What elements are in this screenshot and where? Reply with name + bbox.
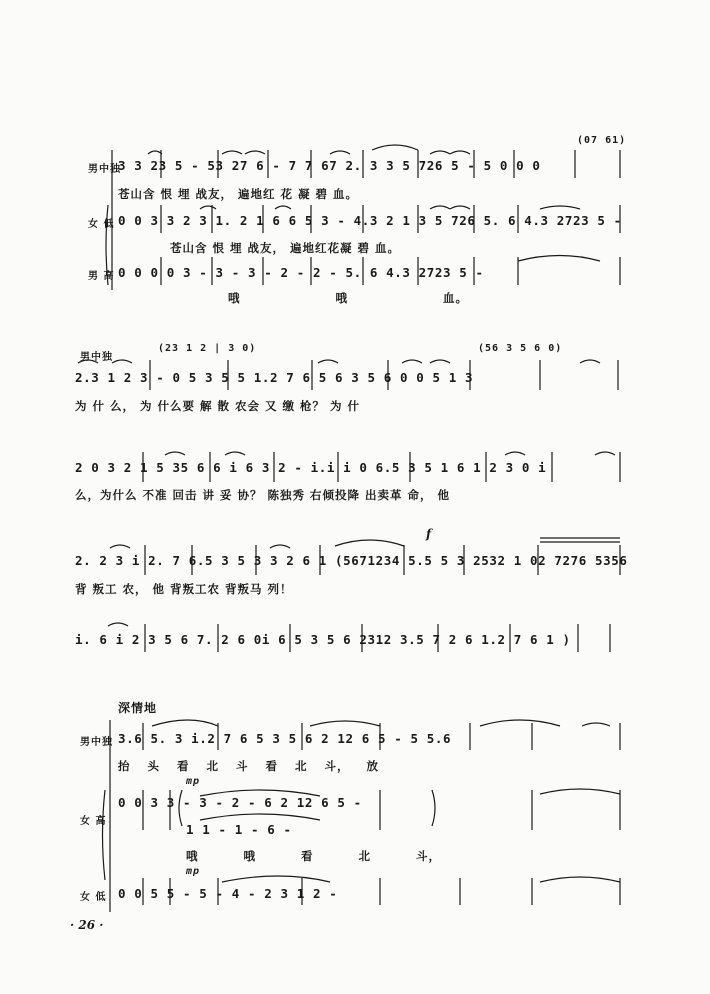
barlines-system-6 [143, 723, 620, 905]
lyric-row-male-high: 哦 哦 血。 [228, 291, 469, 305]
part-label-female-low: 女 低 [88, 219, 115, 230]
chord-brace-close [432, 790, 435, 826]
chord-brace [179, 790, 182, 826]
barlines-system-3 [143, 452, 620, 482]
notes-row-female-low-2: 0 0 5 5 - 5 - 4 - 2 3 1 2 - [118, 886, 338, 901]
lyric-line-4: 背 叛工 农， 他 背叛工农 背叛马 列！ [75, 582, 293, 596]
part-label-male-solo: 男中独 [88, 164, 121, 175]
notes-row-female-low: 0 0 3 3 2 3 1. 2 1 6 6 5 3 - 4.3 2 1 3 5 726 5. 6 4.3 2723 5 - [118, 213, 622, 228]
top-parenthetical-notes: (07 61) [577, 135, 627, 146]
choir-brace-6 [103, 790, 106, 880]
dynamic-mp-soprano: mp [186, 776, 201, 787]
lyric-row-male-solo-3: 抬 头 看 北 斗 看 北 斗， 放 [118, 759, 380, 773]
notes-line-3: 2 0 3 2 1 5 35 6 6 i 6 3 2 - i.i i 0 6.5 3 5 1 6 1 2 3 0 i [75, 460, 547, 475]
page-number: · 26 · [70, 918, 104, 932]
parenthetical-notes-b: (56 3 5 6 0) [478, 343, 563, 354]
choir-brace-1 [106, 205, 108, 285]
part-label-male-high: 男 高 [88, 271, 115, 282]
barlines-system-1 [161, 150, 620, 285]
lyric-row-male-solo: 苍山含 恨 埋 战友， 遍地红 花 凝 碧 血。 [118, 187, 359, 201]
barlines-system-5 [145, 624, 610, 652]
notes-line-5: i. 6 i 2 3 5 6 7. 2 6 0i 6 5 3 5 6 2312 3.5 7 2 6 1.2 7 6 1 ) [75, 632, 571, 647]
barlines-system-2 [150, 360, 618, 390]
notes-line-2: 2.3 1 2 3 - 0 5 3 5 5 1.2 7 6 5 6 3 5 6 0 0 5 1 3 [75, 370, 474, 385]
lyric-line-2: 为 什 么， 为 什么要 解 散 农会 又 缴 枪？ 为 什 [75, 399, 361, 413]
part-label-female-high: 女 高 [80, 816, 107, 827]
part-label-male-solo-3: 男中独 [80, 737, 113, 748]
notes-row-female-high-top: 0 0 3 3 - 3 - 2 - 6 2 12 6 5 - [118, 795, 362, 810]
notes-row-male-high: 0 0 0 0 3 - 3 - 3 - 2 - 2 - 5. 6 4.3 2723 5 - [118, 265, 484, 280]
dynamic-mp-alto: mp [186, 866, 201, 877]
part-label-male-solo-2: 男中独 [80, 352, 113, 363]
dynamic-forte: f [426, 527, 433, 541]
barlines-system-4 [145, 545, 620, 575]
lyric-line-3: 么，为什么 不准 回击 讲 妥 协？ 陈独秀 右倾投降 出卖革 命， 他 [75, 488, 451, 502]
notes-row-male-solo: 3 3 23 5 - 53 27 6 - 7 7 67 2. 3 3 5 726 5 - 5 0 0 0 [118, 158, 541, 173]
notes-row-female-high-bottom: 1 1 - 1 - 6 - [186, 822, 292, 837]
lyric-row-female-low: 苍山含 恨 埋 战友， 遍地红花凝 碧 血。 [170, 241, 401, 255]
part-label-female-low-2: 女 低 [80, 892, 107, 903]
expression-marking: 深情地 [118, 701, 158, 715]
notes-row-male-solo-3: 3.6 5. 3 i.2 7 6 5 3 5 6 2 12 6 5 - 5 5.6 [118, 731, 452, 746]
lyric-row-female-high: 哦 哦 看 北 斗， [186, 849, 442, 863]
notes-line-4: 2. 2 3 i 2. 7 6.5 3 5 3 3 2 6 1 (5671234 5.5 5 3 2532 1 02 7276 5356 [75, 553, 628, 568]
parenthetical-notes-a: (23 1 2 | 3 0) [158, 343, 257, 354]
